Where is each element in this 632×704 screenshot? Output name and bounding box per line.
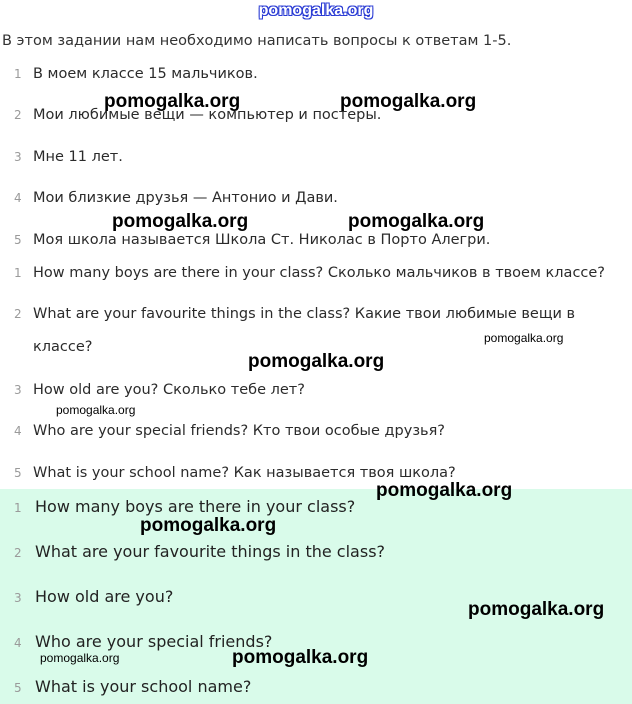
item-number: 4 — [14, 191, 22, 205]
answer-item — [14, 585, 173, 610]
watermark: pomogalka.org — [248, 351, 385, 372]
item-number: 2 — [14, 546, 22, 560]
item-text: Мне 11 лет. — [33, 149, 123, 165]
watermark: pomogalka.org — [104, 91, 241, 112]
watermark: pomogalka.org — [112, 211, 249, 232]
task-intro: В этом задании нам необходимо написать вопросы к ответам 1-5. — [2, 33, 512, 49]
list-item — [14, 223, 630, 257]
watermark: pomogalka.org — [56, 403, 136, 417]
list-item — [14, 57, 630, 91]
item-text: Who are your special friends? Кто твои особые друзья? — [33, 423, 445, 439]
list-item — [14, 297, 630, 331]
answer-item — [14, 540, 385, 565]
watermark: pomogalka.org — [376, 480, 513, 501]
item-text: классе? — [33, 339, 93, 355]
item-text: How old are you? — [35, 587, 174, 606]
item-number: 1 — [14, 67, 22, 81]
watermark: pomogalka.org — [484, 331, 564, 345]
list-item — [14, 456, 630, 490]
item-text: How old are you? Сколько тебе лет? — [33, 382, 305, 398]
item-number: 5 — [14, 681, 22, 695]
item-text: В моем классе 15 мальчиков. — [33, 66, 258, 82]
item-number: 1 — [14, 501, 22, 515]
item-number: 3 — [14, 591, 22, 605]
item-text: What are your favourite things in the class? Какие твои любимые вещи в — [33, 306, 576, 322]
list-item — [14, 140, 630, 174]
watermark: pomogalka.org — [40, 651, 120, 665]
item-text: How many boys are there in your class? Сколько мальчиков в твоем классе? — [33, 265, 605, 281]
list-item — [14, 256, 630, 290]
item-text: Мои любимые вещи — компьютер и постеры. — [33, 107, 382, 123]
list-item — [14, 414, 630, 448]
list-item — [14, 373, 630, 407]
item-text: How many boys are there in your class? — [35, 497, 356, 516]
item-number: 5 — [14, 466, 22, 480]
watermark: pomogalka.org — [348, 211, 485, 232]
item-text: What is your school name? Как называется твоя школа? — [33, 465, 456, 481]
watermark: pomogalka.org — [468, 599, 605, 620]
item-number: 2 — [14, 108, 22, 122]
item-text: What is your school name? — [35, 677, 252, 696]
item-text: Who are your special friends? — [35, 632, 273, 651]
item-number: 3 — [14, 150, 22, 164]
answer-item — [14, 675, 251, 700]
item-text: What are your favourite things in the class? — [35, 542, 386, 561]
item-text: Мои близкие друзья — Антонио и Дави. — [33, 190, 338, 206]
site-title: pomogalka.org — [258, 2, 374, 19]
watermark: pomogalka.org — [340, 91, 477, 112]
item-text: Моя школа называется Школа Ст. Николас в Порто Алегри. — [33, 232, 491, 248]
item-number: 4 — [14, 424, 22, 438]
item-number: 4 — [14, 636, 22, 650]
item-number: 2 — [14, 307, 22, 321]
list-item — [14, 181, 630, 215]
item-number: 1 — [14, 266, 22, 280]
watermark: pomogalka.org — [140, 515, 277, 536]
watermark: pomogalka.org — [232, 647, 369, 668]
item-number: 3 — [14, 383, 22, 397]
item-number: 5 — [14, 233, 22, 247]
